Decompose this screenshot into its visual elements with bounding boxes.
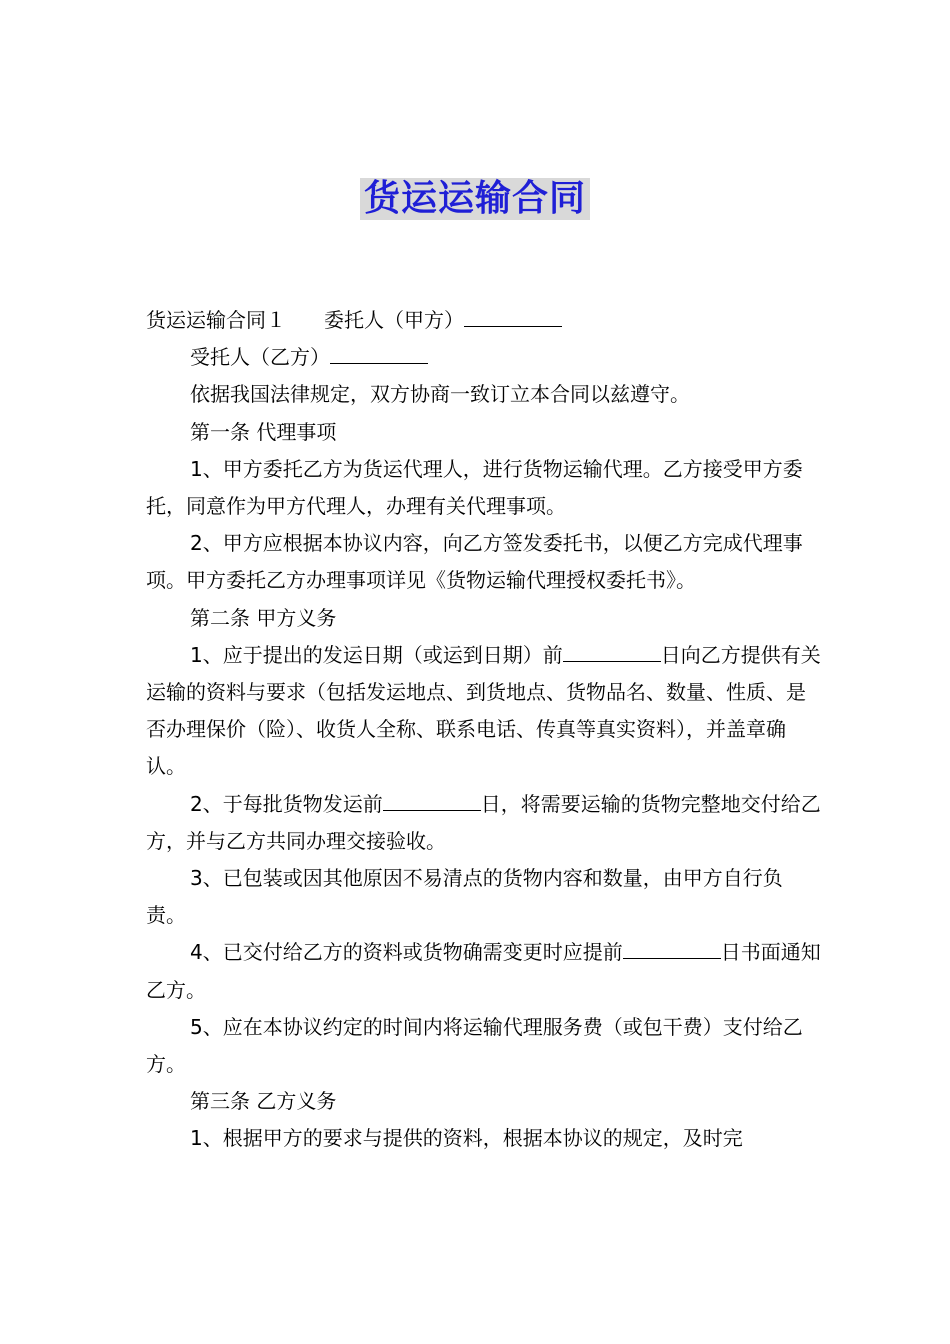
article-1-clause-2: 2、甲方应根据本协议内容，向乙方签发委托书，以便乙方完成代理事项。甲方委托乙方办理事项详见《货物运输代理授权委托书》。 [146,531,803,593]
party-b-label: 受托人（乙方） [190,345,330,370]
clause-text: 日向乙方提供有关运输的资料与要求（包括发运地点、到货地点、货物品名、数量、性质、是否办理保价（险）、收货人全称、联系电话、传真等真实资料），并盖章确认。 [146,642,821,779]
party-b-blank [330,362,428,364]
party-a-blank [464,325,562,327]
article-1-title: 第一条 代理事项 [190,419,337,444]
article-2-clause-4 [146,934,822,1008]
party-a-label: 委托人（甲方） [324,308,464,332]
clause-text: 日，将需要运输的货物完整地交付给乙方，并与乙方共同办理交接验收。 [146,791,821,853]
article-2-clause-5: 5、应在本协议约定的时间内将运输代理服务费（或包干费）支付给乙方。 [146,1014,803,1077]
preamble: 依据我国法律规定，双方协商一致订立本合同以兹遵守。 [190,382,690,407]
intro-heading: 货运运输合同１ [146,308,286,332]
document-body [146,302,822,1158]
article-2-title: 第二条 甲方义务 [190,605,337,630]
article-1-clause-1: 1、甲方委托乙方为货运代理人，进行货物运输代理。乙方接受甲方委托，同意作为甲方代理人，办理有关代理事项。 [146,456,803,519]
clause-text: 1、应于提出的发运日期（或运到日期）前 [190,642,563,667]
clause-text: 4、已交付给乙方的资料或货物确需变更时应提前 [190,940,623,965]
article-2-clause-1 [146,637,822,786]
article-2-clause-3: 3、已包装或因其他原因不易清点的货物内容和数量，由甲方自行负责。 [146,866,783,928]
clause-text: 2、于每批货物发运前 [190,791,383,816]
article-2-clause-2 [146,786,822,860]
date-blank [623,957,721,959]
article-3-title: 第三条 乙方义务 [190,1089,337,1114]
intro-line [146,302,822,339]
party-b-line [146,339,822,376]
clause-text: 日书面通知乙方。 [146,940,821,1002]
date-blank [383,809,481,811]
title-container [0,178,950,220]
article-3-clause-1: 1、根据甲方的要求与提供的资料，根据本协议的规定，及时完 [190,1126,743,1151]
document-title: 货运运输合同 [360,178,590,220]
date-blank [563,660,661,662]
